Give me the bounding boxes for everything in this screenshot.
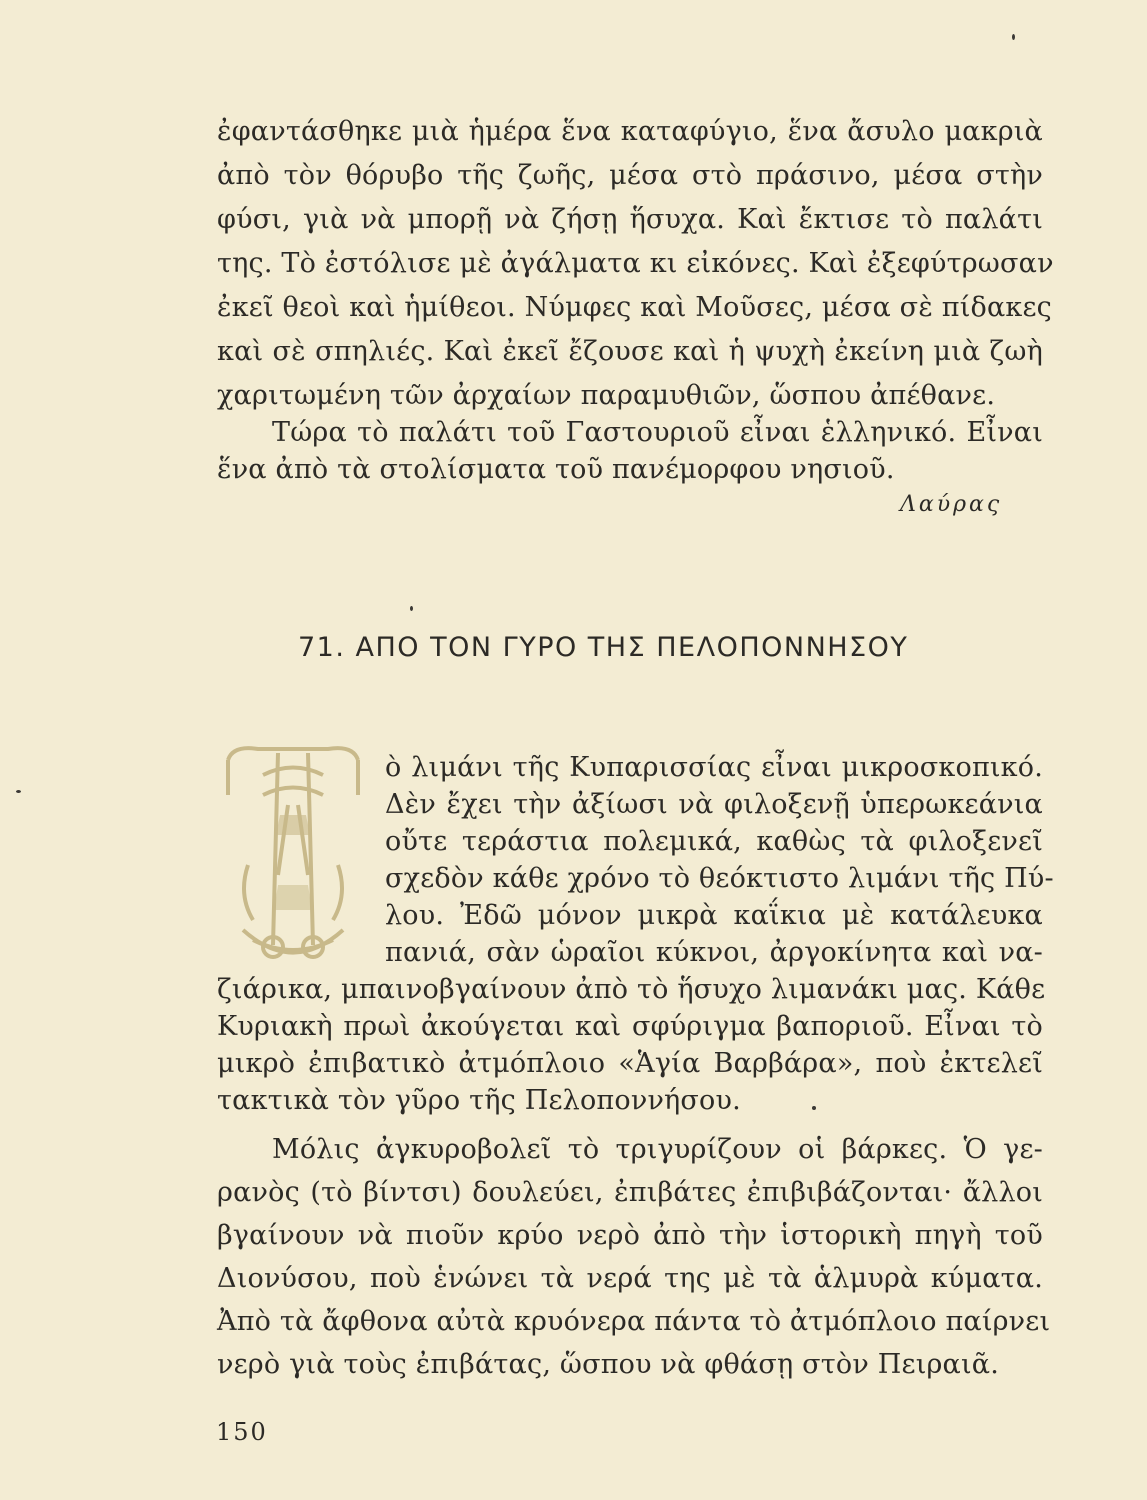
- print-speck: [410, 606, 413, 611]
- author-signature: Λαύρας: [900, 492, 1003, 517]
- text-line: καὶ σὲ σπηλιές. Καὶ ἐκεῖ ἔζουσε καὶ ἡ ψυχὴ ἐκείνη μιὰ ζωὴ: [217, 336, 1043, 367]
- text-line: τακτικὰ τὸν γῦρο τῆς Πελοποννήσου.: [217, 1085, 741, 1116]
- text-line: χαριτωμένη τῶν ἀρχαίων παραμυθιῶν, ὥσπου ἀπέθανε.: [217, 380, 996, 411]
- print-speck: [812, 1106, 816, 1110]
- text-line: ἐφαντάσθηκε μιὰ ἡμέρα ἕνα καταφύγιο, ἕνα ἄσυλο μακριὰ: [217, 116, 1043, 147]
- text-line: βγαίνουν νὰ πιοῦν κρύο νερὸ ἀπὸ τὴν ἱστορικὴ πηγὴ τοῦ: [217, 1220, 1043, 1251]
- chapter-heading: 71. ΑΠΟ ΤΟΝ ΓΥΡΟ ΤΗΣ ΠΕΛΟΠΟΝΝΗΣΟΥ: [298, 632, 909, 663]
- text-line: ἀπὸ τὸν θόρυβο τῆς ζωῆς, μέσα στὸ πράσινο, μέσα στὴν: [217, 160, 1043, 191]
- text-line: νερὸ γιὰ τοὺς ἐπιβάτας, ὥσπου νὰ φθάσῃ στὸν Πειραιᾶ.: [217, 1349, 999, 1380]
- text-line: οὔτε τεράστια πολεμικά, καθὼς τὰ φιλοξενεῖ: [385, 826, 1043, 857]
- text-line: ἐκεῖ θεοὶ καὶ ἡμίθεοι. Νύμφες καὶ Μοῦσες, μέσα σὲ πίδακες: [217, 292, 1052, 323]
- text-line: λου. Ἐδῶ μόνον μικρὰ καΐκια μὲ κατάλευκα: [385, 900, 1043, 931]
- text-line: Ἀπὸ τὰ ἄφθονα αὐτὰ κρυόνερα πάντα τὸ ἀτμόπλοιο παίρνει: [217, 1306, 1051, 1337]
- print-speck: [1012, 34, 1015, 40]
- text-line: φύσι, γιὰ νὰ μπορῇ νὰ ζήσῃ ἥσυχα. Καὶ ἔκτισε τὸ παλάτι: [217, 204, 1043, 235]
- text-line: ἕνα ἀπὸ τὰ στολίσματα τοῦ πανέμορφου νησιοῦ.: [217, 454, 895, 485]
- text-line: πανιά, σὰν ὡραῖοι κύκνοι, ἀργοκίνητα καὶ να-: [385, 937, 1043, 968]
- decorative-initial-letter: [218, 735, 366, 970]
- text-line: Δὲν ἔχει τὴν ἀξίωσι νὰ φιλοξενῇ ὑπερωκεάνια: [385, 789, 1043, 820]
- print-speck: [16, 790, 21, 793]
- text-line: Μόλις ἀγκυροβολεῖ τὸ τριγυρίζουν οἱ βάρκες. Ὁ γε-: [272, 1134, 1043, 1165]
- text-line: ὸ λιμάνι τῆς Κυπαρισσίας εἶναι μικροσκοπικό.: [385, 752, 1043, 783]
- text-line: μικρὸ ἐπιβατικὸ ἀτμόπλοιο «Ἁγία Βαρβάρα», ποὺ ἐκτελεῖ: [217, 1048, 1043, 1079]
- text-line: ρανὸς (τὸ βίντσι) δουλεύει, ἐπιβάτες ἐπιβιβάζονται· ἄλλοι: [217, 1177, 1043, 1208]
- text-line: σχεδὸν κάθε χρόνο τὸ θεόκτιστο λιμάνι τῆς Πύ-: [385, 863, 1054, 894]
- text-line: Κυριακὴ πρωὶ ἀκούγεται καὶ σφύριγμα βαποριοῦ. Εἶναι τὸ: [217, 1011, 1043, 1042]
- page-number: 150: [216, 1418, 268, 1446]
- text-line: της. Τὸ ἐστόλισε μὲ ἀγάλματα κι εἰκόνες. Καὶ ἐξεφύτρωσαν: [217, 248, 1054, 279]
- text-line: ζιάρικα, μπαινοβγαίνουν ἀπὸ τὸ ἥσυχο λιμανάκι μας. Κάθε: [217, 974, 1046, 1005]
- text-line: Διονύσου, ποὺ ἑνώνει τὰ νερά της μὲ τὰ ἁλμυρὰ κύματα.: [217, 1263, 1043, 1294]
- text-line: Τώρα τὸ παλάτι τοῦ Γαστουριοῦ εἶναι ἑλληνικό. Εἶναι: [272, 417, 1043, 448]
